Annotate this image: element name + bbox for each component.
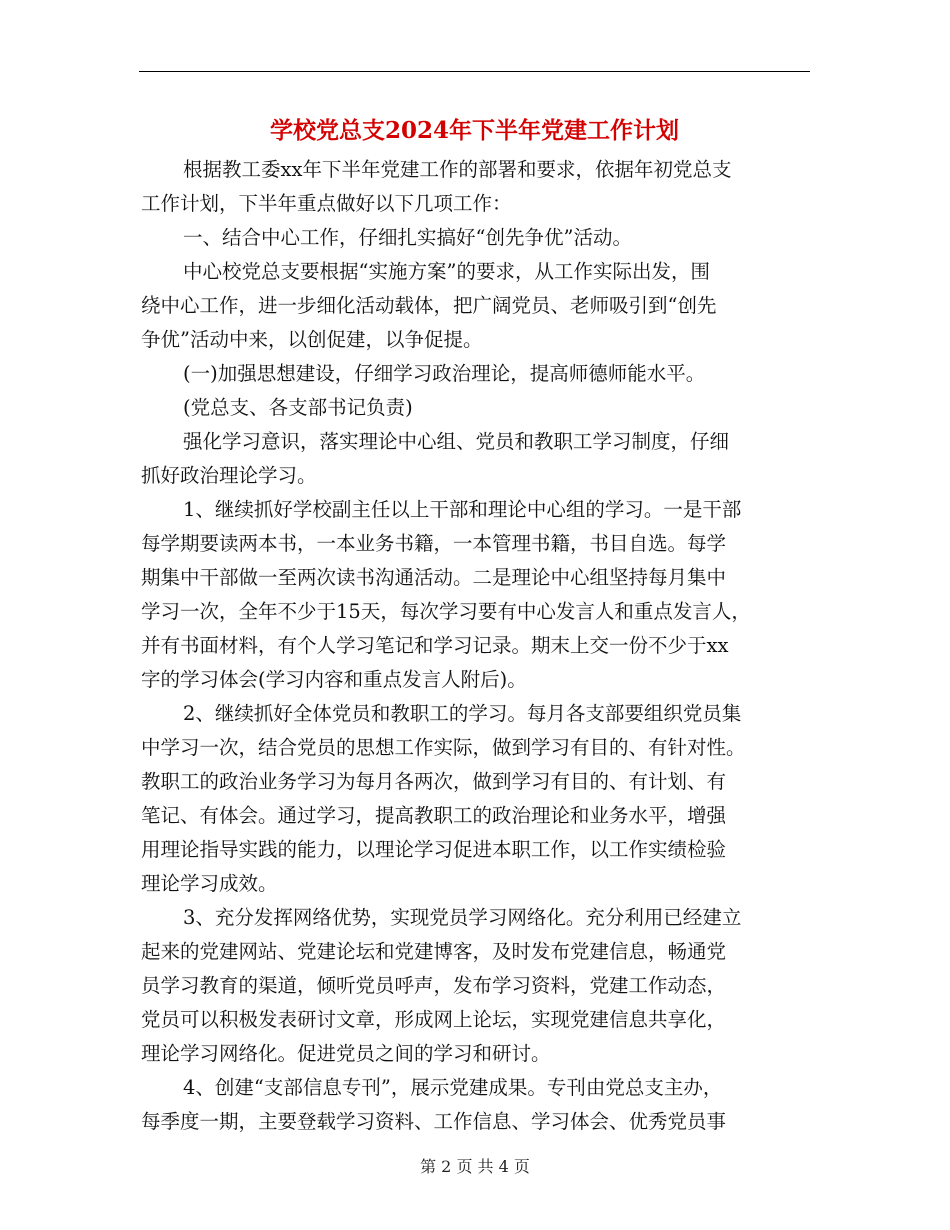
paragraph-line: 党员可以积极发表研讨文章，形成网上论坛，实现党建信息共享化， xyxy=(141,1008,727,1031)
paragraph-line: 并有书面材料，有个人学习笔记和学习记录。期末上交一份不少于xx xyxy=(141,634,729,657)
paragraph-line: 中心校党总支要根据“实施方案”的要求，从工作实际出发，围 xyxy=(183,260,710,283)
paragraph-line: 抓好政治理论学习。 xyxy=(141,464,317,487)
paragraph-line: (一)加强思想建设，仔细学习政治理论，提高师德师能水平。 xyxy=(183,362,706,385)
page-footer: 第 2 页 共 4 页 xyxy=(420,1157,530,1176)
paragraph-line: 笔记、有体会。通过学习，提高教职工的政治理论和业务水平，增强 xyxy=(141,804,727,827)
paragraph-line: 理论学习成效。 xyxy=(141,872,278,895)
paragraph-line: 2、继续抓好全体党员和教职工的学习。每月各支部要组织党员集 xyxy=(183,702,742,725)
header-rule xyxy=(139,71,810,72)
paragraph-line: 学习一次，全年不少于15天，每次学习要有中心发言人和重点发言人， xyxy=(141,600,751,623)
paragraph-line: 教职工的政治业务学习为每月各两次，做到学习有目的、有计划、有 xyxy=(141,770,727,793)
document-title: 学校党总支2024年下半年党建工作计划 xyxy=(269,117,679,144)
paragraph-line: 期集中干部做一至两次读书沟通活动。二是理论中心组坚持每月集中 xyxy=(141,566,727,589)
paragraph-line: 根据教工委xx年下半年党建工作的部署和要求，依据年初党总支 xyxy=(183,158,732,181)
paragraph-line: 员学习教育的渠道，倾听党员呼声，发布学习资料，党建工作动态， xyxy=(141,974,727,997)
paragraph-line: 用理论指导实践的能力，以理论学习促进本职工作，以工作实绩检验 xyxy=(141,838,727,861)
paragraph-line: 字的学习体会(学习内容和重点发言人附后)。 xyxy=(141,668,527,691)
paragraph-line: 1、继续抓好学校副主任以上干部和理论中心组的学习。一是干部 xyxy=(183,498,742,521)
paragraph-line: 争优”活动中来，以创促建，以争促提。 xyxy=(141,328,483,351)
document-body xyxy=(141,153,809,1139)
paragraph-line: 4、创建“支部信息专刊”，展示党建成果。专刊由党总支主办， xyxy=(183,1076,723,1099)
paragraph-line: 起来的党建网站、党建论坛和党建博客，及时发布党建信息，畅通党 xyxy=(141,940,727,963)
paragraph-line: 绕中心工作，进一步细化活动载体，把广阔党员、老师吸引到“创先 xyxy=(141,294,717,317)
paragraph-line: 一、结合中心工作，仔细扎实搞好“创先争优”活动。 xyxy=(183,226,632,249)
paragraph-line: 强化学习意识，落实理论中心组、党员和教职工学习制度，仔细 xyxy=(183,430,730,453)
paragraph-line: 3、充分发挥网络优势，实现党员学习网络化。充分利用已经建立 xyxy=(183,906,742,929)
paragraph-line: 每学期要读两本书，一本业务书籍，一本管理书籍，书目自选。每学 xyxy=(141,532,727,555)
paragraph-line: 中学习一次，结合党员的思想工作实际，做到学习有目的、有针对性。 xyxy=(141,736,746,759)
paragraph-line: 每季度一期，主要登载学习资料、工作信息、学习体会、优秀党员事 xyxy=(141,1110,727,1133)
paragraph-line: 工作计划，下半年重点做好以下几项工作： xyxy=(141,192,512,215)
paragraph-line: 理论学习网络化。促进党员之间的学习和研讨。 xyxy=(141,1042,551,1065)
paragraph-line: (党总支、各支部书记负责) xyxy=(183,396,413,419)
